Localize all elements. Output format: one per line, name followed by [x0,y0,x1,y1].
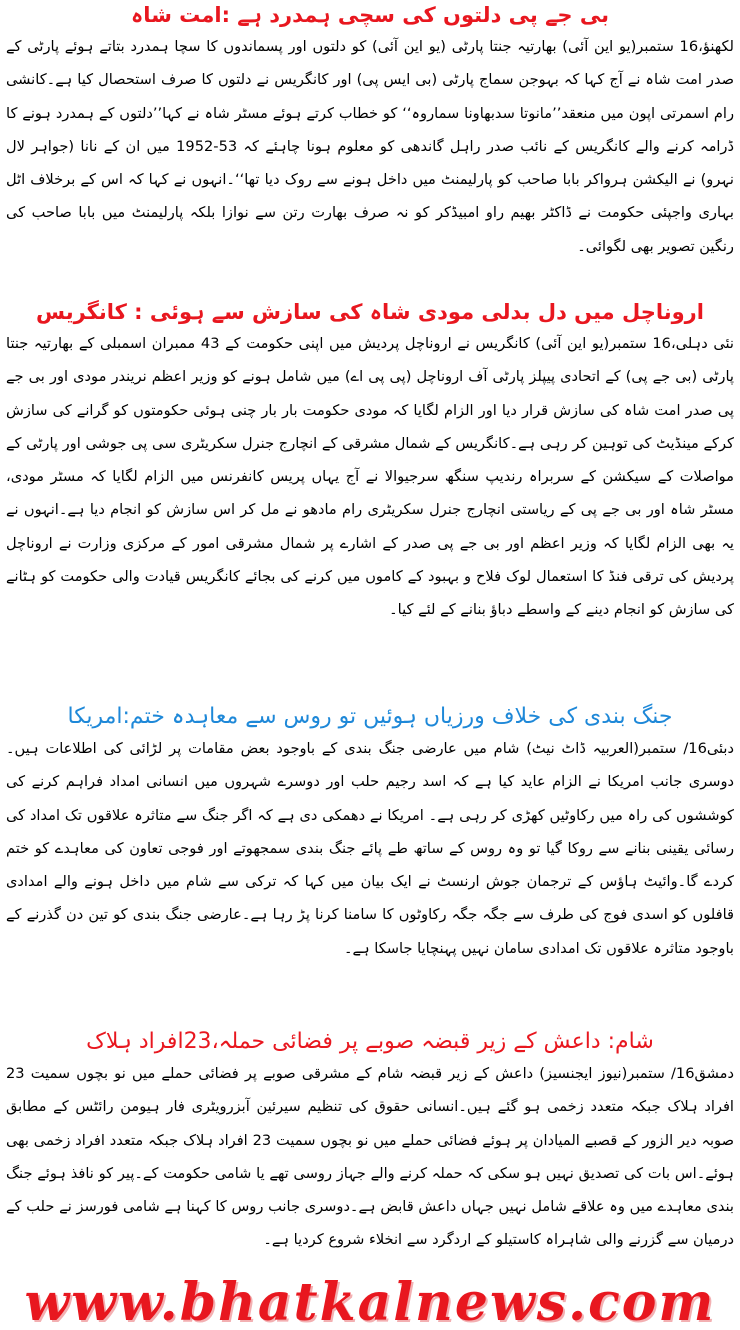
article-arunachal-congress [6,297,734,627]
article-headline: اروناچل میں دل بدلی مودی شاہ کی سازش سے ہوئی : کانگریس [36,300,704,324]
website-watermark: www.bhatkalnews.com [24,1276,716,1330]
article-body: دمشق16/ ستمبر(نیوز ایجنسیز) داعش کے زیر قبضہ شام کے مشرقی صوبے پر فضائی حملے میں نو بچوں سمیت 23 افراد ہلاک جبکہ متعدد زخمی ہو گئے ہیں۔انسانی حقوق کی تنظیم سیرئین آبزرویٹری فار ہیومن رائٹس کے مطابق صوبہ دیر الزور کے قصبے المیادان پر ہوئے فضائی حملے میں نو بچوں سمیت 23 افراد ہلاک جبکہ متعدد افراد زخمی بھی ہوئے۔اس بات کی تصدیق نہیں ہو سکی کہ حملہ کرنے والے جہاز روسی تھے یا شامی حکومت کے۔پیر کو نافذ ہوئے جنگ بندی معاہدے میں وہ علاقے شامل نہیں جہاں داعش قابض ہے۔دوسری جانب روس کا کہنا ہے شامی فورسز نے حلب کے درمیان سے گزرنے والی شاہراہ کاستیلو کے اردگرد سے انخلاء شروع کردیا ہے۔ [6,1065,734,1249]
article-body: لکھنؤ،16 ستمبر(یو این آئی) بھارتیہ جنتا پارٹی (یو این آئی) کو دلتوں اور پسماندوں کا سچا ہمدرد بتاتے ہوئے پارٹی کے صدر امت شاہ نے آج کہا کہ بہوجن سماج پارٹی (بی ایس پی) اور کانگریس نے دلتوں کا صرف استحصال کیا ہے۔کانشی رام اسمرتی اپون میں منعقد’’مانوتا سدبھاونا سماروہ‘‘ کو خطاب کرتے ہوئے مسٹر شاہ نے کہا’’دلتوں کے ہمدرد ہونے کا ڈرامہ کرنے والے کانگریس کے نائب صدر راہل گاندھی کو معلوم ہونا چاہئے کہ 53-1952 میں ان کے نانا (جواہر لال نہرو) نے الیکشن ہرواکر بابا صاحب کو پارلیمنٹ میں داخل ہونے سے روک دیا تھا‘‘۔انہوں نے کہا کہ اس کے برخلاف اٹل بہاری واجپئی حکومت نے ڈاکٹر بھیم راو امبیڈکر کو نہ صرف بھارت رتن سے نوازا بلکہ پارلیمنٹ میں بابا صاحب کی رنگین تصویر بھی لگوائی۔ [6,38,734,255]
article-headline: جنگ بندی کی خلاف ورزیاں ہوئیں تو روس سے معاہدہ ختم:امریکا [67,704,673,729]
article-body: دبئی16/ ستمبر(العربیہ ڈاٹ نیٹ) شام میں عارضی جنگ بندی کے باوجود بعض مقامات پر لڑائی کی اطلاعات ہیں۔دوسری جانب امریکا نے الزام عاید کیا ہے کہ اسد رجیم حلب اور دوسرے شہروں میں انسانی امداد فراہم کرنے کی کوششوں کی راہ میں رکاوٹیں کھڑی کر رہی ہے۔ امریکا نے دھمکی دی ہے کہ اگر جنگ سے متاثرہ علاقوں تک امداد کی رسائی یقینی بنانے سے روکا گیا تو وہ روس کے ساتھ طے پائے جنگ بندی سمجھوتے اور فوجی تعاون کی معاہدے کو ختم کردے گا۔وائیٹ ہاؤس کے ترجمان جوش ارنسٹ نے ایک بیان میں کہا کہ ترکی سے شام میں داخل ہونے والے امدادی قافلوں کو اسدی فوج کی طرف سے جگہ جگہ رکاوٹوں کا سامنا کرنا پڑ رہا ہے۔عارضی جنگ بندی کو تین دن گذرنے کے باوجود متاثرہ علاقوں تک امدادی سامان نہیں پہنچایا جاسکا ہے۔ [6,740,734,957]
article-headline: شام: داعش کے زیر قبضہ صوبے پر فضائی حملہ،23افراد ہلاک [86,1029,654,1054]
article-syria-airstrike [6,1027,734,1257]
article-amit-shah [6,0,734,263]
article-headline: بی جے پی دلتوں کی سچی ہمدرد ہے :امت شاہ [131,3,609,27]
article-body: نئی دہلی،16 ستمبر(یو این آئی) کانگریس نے اروناچل پردیش میں اپنی حکومت کے 43 ممبران اسمبلی کے بھارتیہ جنتا پارٹی (بی جے پی) کے اتحادی پیپلز پارٹی آف اروناچل (پی پی اے) میں شامل ہونے کو وزیر اعظم نریندر مودی اور بی جے پی صدر امت شاہ کی سازش قرار دیا اور الزام لگایا کہ مودی حکومت بار بار چنی ہوئی حکومتوں کو گرانے کی سازش کرکے مینڈیٹ کی توہین کر رہی ہے۔کانگریس کے شمال مشرقی کے انچارج جنرل سکریٹری سی پی جوشی اور پارٹی کے مواصلات کے سیکشن کے سربراہ رندیپ سنگھ سرجیوالا نے آج یہاں پریس کانفرنس میں الزام لگایا کہ مسٹر مودی، مسٹر شاہ اور بی جے پی کے ریاستی انچارج جنرل سکریٹری رام مادھو نے مل کر اس سازش کو انجام دیا ہے۔انہوں نے یہ بھی الزام لگایا کہ وزیر اعظم اور بی جے پی صدر کے اشارے پر شمال مشرقی امور کے مرکزی وزارت نے اروناچل پردیش کی ترقی فنڈ کا استعمال لوک فلاح و بہبود کے کاموں میں کرنے کی بجائے کانگریس قیادت والی حکومت کو ہٹانے کی سازش کو انجام دینے کے واسطے دباؤ بنانے کے لئے کیا۔ [6,335,734,619]
article-ceasefire-us [6,702,734,965]
